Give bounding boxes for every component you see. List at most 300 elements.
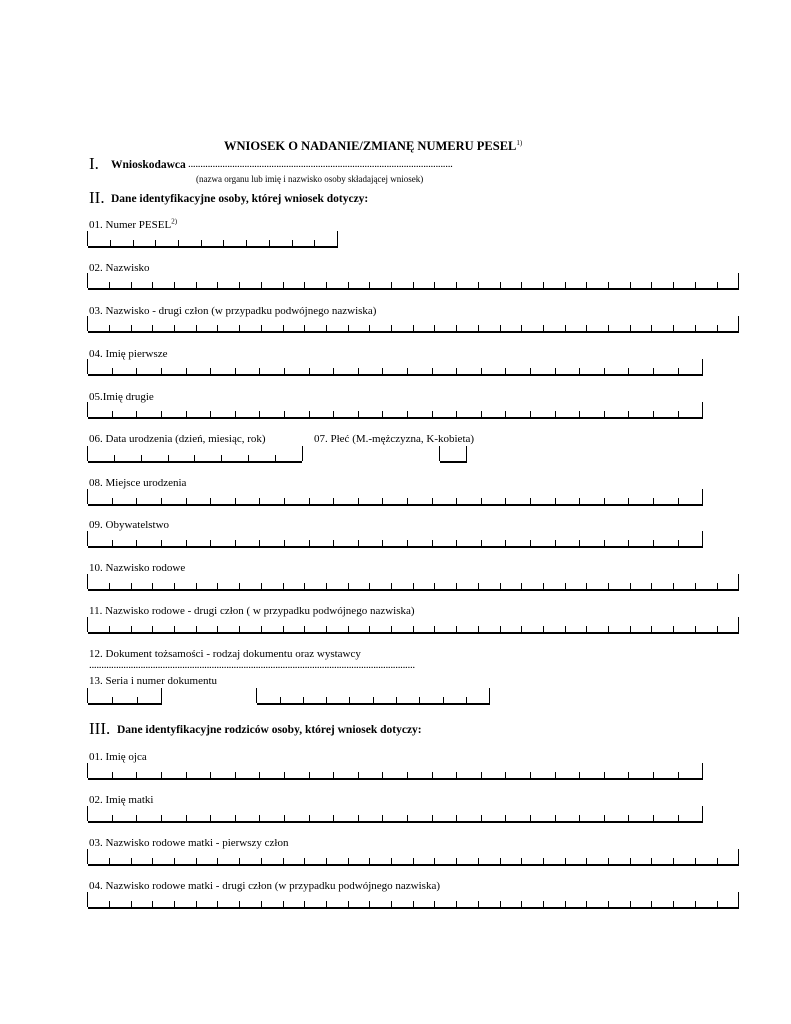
box-divider (87, 231, 88, 246)
box-divider (235, 772, 236, 778)
first-name-field[interactable] (88, 358, 703, 376)
box-divider (456, 498, 457, 504)
box-divider (136, 772, 137, 778)
box-divider (284, 498, 285, 504)
section-1-roman: I. (89, 154, 99, 173)
box-divider (500, 858, 501, 864)
box-divider (210, 368, 211, 374)
box-divider (565, 583, 566, 589)
pesel-field[interactable] (88, 230, 338, 248)
box-divider (695, 282, 696, 288)
box-divider (201, 240, 202, 246)
box-divider (413, 858, 414, 864)
box-divider (456, 282, 457, 288)
box-divider (505, 368, 506, 374)
box-divider (586, 858, 587, 864)
box-divider (87, 446, 88, 461)
box-divider (326, 325, 327, 331)
box-divider (326, 282, 327, 288)
box-divider (348, 626, 349, 632)
box-divider (500, 325, 501, 331)
box-divider (604, 540, 605, 546)
box-divider (579, 772, 580, 778)
box-divider (505, 540, 506, 546)
box-divider (434, 325, 435, 331)
second-name-field[interactable] (88, 401, 703, 419)
box-divider (87, 849, 88, 864)
box-divider (186, 540, 187, 546)
id-document-field[interactable]: ..................................................................................................................................... (89, 659, 415, 671)
box-divider (456, 815, 457, 821)
box-divider (239, 626, 240, 632)
box-divider (432, 498, 433, 504)
box-divider (112, 411, 113, 417)
box-divider (505, 498, 506, 504)
box-divider (391, 858, 392, 864)
box-divider (653, 368, 654, 374)
father-name-field[interactable] (88, 762, 703, 780)
box-divider (608, 325, 609, 331)
box-divider (505, 772, 506, 778)
box-divider (109, 583, 110, 589)
box-divider (521, 282, 522, 288)
box-divider (434, 901, 435, 907)
box-divider (333, 540, 334, 546)
first-name-label: 04. Imię pierwsze (89, 348, 168, 360)
box-divider (565, 626, 566, 632)
box-divider (326, 626, 327, 632)
box-divider (382, 540, 383, 546)
box-divider (349, 697, 350, 703)
box-divider (186, 815, 187, 821)
box-divider (136, 815, 137, 821)
box-divider (369, 282, 370, 288)
applicant-label: Wnioskodawca (111, 159, 186, 171)
box-divider (210, 411, 211, 417)
box-divider (284, 815, 285, 821)
box-divider (530, 540, 531, 546)
box-divider (256, 688, 257, 703)
box-divider (396, 697, 397, 703)
mother-family-name-second-field[interactable] (88, 891, 739, 909)
box-divider (136, 411, 137, 417)
second-name-label: 05.Imię drugie (89, 391, 154, 403)
box-divider (210, 772, 211, 778)
box-divider (333, 498, 334, 504)
box-divider (235, 368, 236, 374)
box-divider (161, 540, 162, 546)
box-divider (604, 411, 605, 417)
box-divider (628, 540, 629, 546)
box-divider (210, 498, 211, 504)
box-divider (304, 626, 305, 632)
box-divider (131, 901, 132, 907)
box-divider (407, 540, 408, 546)
box-divider (303, 697, 304, 703)
box-divider (717, 325, 718, 331)
box-divider (369, 858, 370, 864)
box-divider (178, 240, 179, 246)
surname-label: 02. Nazwisko (89, 262, 150, 274)
box-divider (186, 368, 187, 374)
box-divider (702, 531, 703, 546)
box-divider (309, 498, 310, 504)
box-divider (333, 815, 334, 821)
box-divider (155, 240, 156, 246)
box-divider (695, 858, 696, 864)
box-divider (702, 402, 703, 417)
box-divider (87, 402, 88, 417)
father-name-label: 01. Imię ojca (89, 751, 147, 763)
box-divider (651, 325, 652, 331)
box-divider (196, 282, 197, 288)
box-divider (194, 455, 195, 461)
box-divider (186, 411, 187, 417)
box-divider (382, 368, 383, 374)
box-divider (478, 282, 479, 288)
box-divider (432, 815, 433, 821)
box-divider (543, 583, 544, 589)
box-divider (283, 901, 284, 907)
box-divider (217, 282, 218, 288)
box-divider (407, 772, 408, 778)
box-divider (413, 583, 414, 589)
box-divider (369, 901, 370, 907)
box-divider (314, 240, 315, 246)
box-divider (628, 368, 629, 374)
box-divider (391, 583, 392, 589)
surname-field[interactable] (88, 272, 739, 290)
family-name-second-field[interactable] (88, 616, 739, 634)
box-divider (434, 583, 435, 589)
box-divider (174, 282, 175, 288)
box-divider (543, 282, 544, 288)
box-divider (419, 697, 420, 703)
box-divider (505, 411, 506, 417)
surname-second-field[interactable] (88, 315, 739, 333)
box-divider (284, 368, 285, 374)
box-divider (186, 498, 187, 504)
box-divider (555, 815, 556, 821)
box-divider (110, 240, 111, 246)
box-divider (500, 282, 501, 288)
box-divider (651, 626, 652, 632)
box-divider (283, 626, 284, 632)
box-divider (478, 583, 479, 589)
box-divider (358, 368, 359, 374)
box-divider (112, 368, 113, 374)
box-divider (235, 815, 236, 821)
box-divider (413, 626, 414, 632)
box-divider (653, 498, 654, 504)
box-divider (565, 858, 566, 864)
box-divider (717, 901, 718, 907)
box-divider (280, 697, 281, 703)
doc-series-number-label: 13. Seria i numer dokumentu (89, 675, 218, 687)
box-divider (432, 772, 433, 778)
box-divider (653, 815, 654, 821)
mother-name-field[interactable] (88, 805, 703, 823)
box-divider (326, 697, 327, 703)
box-divider (196, 901, 197, 907)
box-divider (348, 325, 349, 331)
box-divider (174, 583, 175, 589)
box-divider (131, 282, 132, 288)
box-divider (555, 411, 556, 417)
sex-label: 07. Płeć (M.-mężczyzna, K-kobieta) (314, 433, 475, 445)
box-divider (456, 368, 457, 374)
box-divider (478, 626, 479, 632)
box-divider (500, 901, 501, 907)
box-divider (651, 583, 652, 589)
mother-name-label: 02. Imię matki (89, 794, 154, 806)
box-divider (87, 574, 88, 589)
box-divider (443, 697, 444, 703)
box-divider (239, 858, 240, 864)
box-divider (456, 540, 457, 546)
box-divider (174, 325, 175, 331)
box-divider (521, 858, 522, 864)
box-divider (217, 583, 218, 589)
box-divider (432, 540, 433, 546)
box-divider (456, 858, 457, 864)
box-divider (174, 626, 175, 632)
box-divider (261, 626, 262, 632)
box-divider (604, 498, 605, 504)
box-divider (261, 325, 262, 331)
box-divider (608, 901, 609, 907)
box-divider (439, 446, 440, 461)
box-divider (565, 282, 566, 288)
box-divider (521, 901, 522, 907)
section-2-heading: Dane identyfikacyjne osoby, której wniosek dotyczy: (111, 193, 369, 205)
box-divider (391, 325, 392, 331)
box-divider (239, 583, 240, 589)
box-divider (174, 858, 175, 864)
box-divider (304, 325, 305, 331)
box-divider (530, 815, 531, 821)
birth-date-label: 06. Data urodzenia (dzień, miesiąc, rok) (89, 433, 266, 445)
box-divider (695, 626, 696, 632)
box-divider (407, 368, 408, 374)
box-divider (505, 815, 506, 821)
box-divider (309, 411, 310, 417)
box-divider (628, 815, 629, 821)
box-divider (628, 498, 629, 504)
box-divider (246, 240, 247, 246)
box-divider (678, 411, 679, 417)
box-divider (555, 540, 556, 546)
box-divider (284, 411, 285, 417)
box-divider (521, 583, 522, 589)
box-divider (466, 446, 467, 461)
box-divider (521, 325, 522, 331)
box-divider (239, 901, 240, 907)
box-divider (161, 772, 162, 778)
box-divider (481, 368, 482, 374)
box-divider (284, 772, 285, 778)
box-divider (87, 531, 88, 546)
box-divider (283, 583, 284, 589)
family-name-field[interactable] (88, 573, 739, 591)
box-divider (673, 583, 674, 589)
citizenship-field[interactable] (88, 530, 703, 548)
box-divider (112, 815, 113, 821)
box-divider (651, 282, 652, 288)
box-divider (87, 359, 88, 374)
box-divider (131, 858, 132, 864)
box-divider (586, 583, 587, 589)
box-divider (579, 498, 580, 504)
box-divider (326, 901, 327, 907)
box-divider (373, 697, 374, 703)
box-divider (302, 446, 303, 461)
box-divider (481, 498, 482, 504)
box-divider (543, 901, 544, 907)
birth-place-field[interactable] (88, 488, 703, 506)
form-title: WNIOSEK O NADANIE/ZMIANĘ NUMERU PESEL$^{1)}$ (224, 138, 523, 153)
box-divider (481, 540, 482, 546)
box-divider (259, 368, 260, 374)
sex-field[interactable] (440, 445, 467, 463)
box-divider (565, 901, 566, 907)
box-divider (259, 772, 260, 778)
box-divider (152, 282, 153, 288)
box-divider (608, 282, 609, 288)
box-divider (702, 489, 703, 504)
birth-place-label: 08. Miejsce urodzenia (89, 477, 187, 489)
box-divider (608, 626, 609, 632)
box-divider (109, 901, 110, 907)
box-divider (413, 282, 414, 288)
box-divider (555, 498, 556, 504)
box-divider (432, 368, 433, 374)
box-divider (604, 368, 605, 374)
box-divider (695, 583, 696, 589)
box-divider (579, 411, 580, 417)
box-divider (673, 626, 674, 632)
box-divider (678, 540, 679, 546)
box-divider (284, 540, 285, 546)
box-divider (333, 368, 334, 374)
box-divider (456, 325, 457, 331)
mother-family-name-second-label: 04. Nazwisko rodowe matki - drugi człon (w przypadku podwójnego nazwiska) (89, 880, 440, 892)
box-divider (348, 282, 349, 288)
box-divider (456, 583, 457, 589)
box-divider (678, 498, 679, 504)
mother-family-name-field[interactable] (88, 848, 739, 866)
box-divider (500, 626, 501, 632)
box-divider (112, 498, 113, 504)
mother-family-name-label: 03. Nazwisko rodowe matki - pierwszy człon (89, 837, 289, 849)
box-divider (382, 772, 383, 778)
box-divider (434, 858, 435, 864)
box-divider (651, 901, 652, 907)
box-divider (478, 901, 479, 907)
box-divider (478, 325, 479, 331)
box-divider (673, 282, 674, 288)
box-divider (695, 901, 696, 907)
box-divider (413, 325, 414, 331)
box-divider (521, 626, 522, 632)
box-divider (702, 763, 703, 778)
pesel-label: 01. Numer PESEL$^{2)}$ (89, 217, 178, 231)
box-divider (358, 772, 359, 778)
box-divider (702, 359, 703, 374)
citizenship-label: 09. Obywatelstwo (89, 519, 170, 531)
box-divider (348, 858, 349, 864)
box-divider (630, 325, 631, 331)
box-divider (478, 858, 479, 864)
box-divider (109, 282, 110, 288)
box-divider (348, 901, 349, 907)
box-divider (653, 411, 654, 417)
doc-number-field[interactable] (257, 687, 490, 705)
box-divider (466, 697, 467, 703)
box-divider (283, 858, 284, 864)
box-divider (152, 626, 153, 632)
box-divider (196, 583, 197, 589)
box-divider (304, 858, 305, 864)
box-divider (136, 498, 137, 504)
box-divider (259, 540, 260, 546)
box-divider (217, 858, 218, 864)
box-divider (292, 240, 293, 246)
box-divider (283, 325, 284, 331)
box-divider (628, 772, 629, 778)
box-divider (87, 892, 88, 907)
box-divider (87, 316, 88, 331)
box-divider (586, 626, 587, 632)
family-name-second-label: 11. Nazwisko rodowe - drugi człon ( w przypadku podwójnego nazwiska) (89, 605, 415, 617)
box-divider (481, 815, 482, 821)
box-divider (630, 901, 631, 907)
box-divider (326, 583, 327, 589)
box-divider (309, 815, 310, 821)
box-divider (174, 901, 175, 907)
box-divider (131, 626, 132, 632)
section-3-heading: Dane identyfikacyjne rodziców osoby, której wniosek dotyczy: (117, 724, 422, 736)
box-divider (673, 901, 674, 907)
box-divider (141, 455, 142, 461)
box-divider (673, 858, 674, 864)
box-divider (239, 325, 240, 331)
birth-date-field[interactable] (88, 445, 302, 463)
box-divider (210, 815, 211, 821)
applicant-field[interactable]: ............................................................................................................ (188, 158, 453, 170)
box-divider (186, 772, 187, 778)
family-name-label: 10. Nazwisko rodowe (89, 562, 186, 574)
box-divider (239, 282, 240, 288)
box-divider (369, 626, 370, 632)
box-divider (604, 815, 605, 821)
box-divider (261, 858, 262, 864)
box-divider (223, 240, 224, 246)
box-divider (109, 325, 110, 331)
box-divider (456, 772, 457, 778)
box-divider (259, 815, 260, 821)
box-divider (738, 617, 739, 632)
box-divider (221, 455, 222, 461)
box-divider (717, 858, 718, 864)
doc-series-field[interactable] (88, 687, 162, 705)
box-divider (131, 583, 132, 589)
box-divider (678, 368, 679, 374)
box-divider (456, 901, 457, 907)
box-divider (261, 901, 262, 907)
box-divider (235, 411, 236, 417)
box-divider (137, 697, 138, 703)
